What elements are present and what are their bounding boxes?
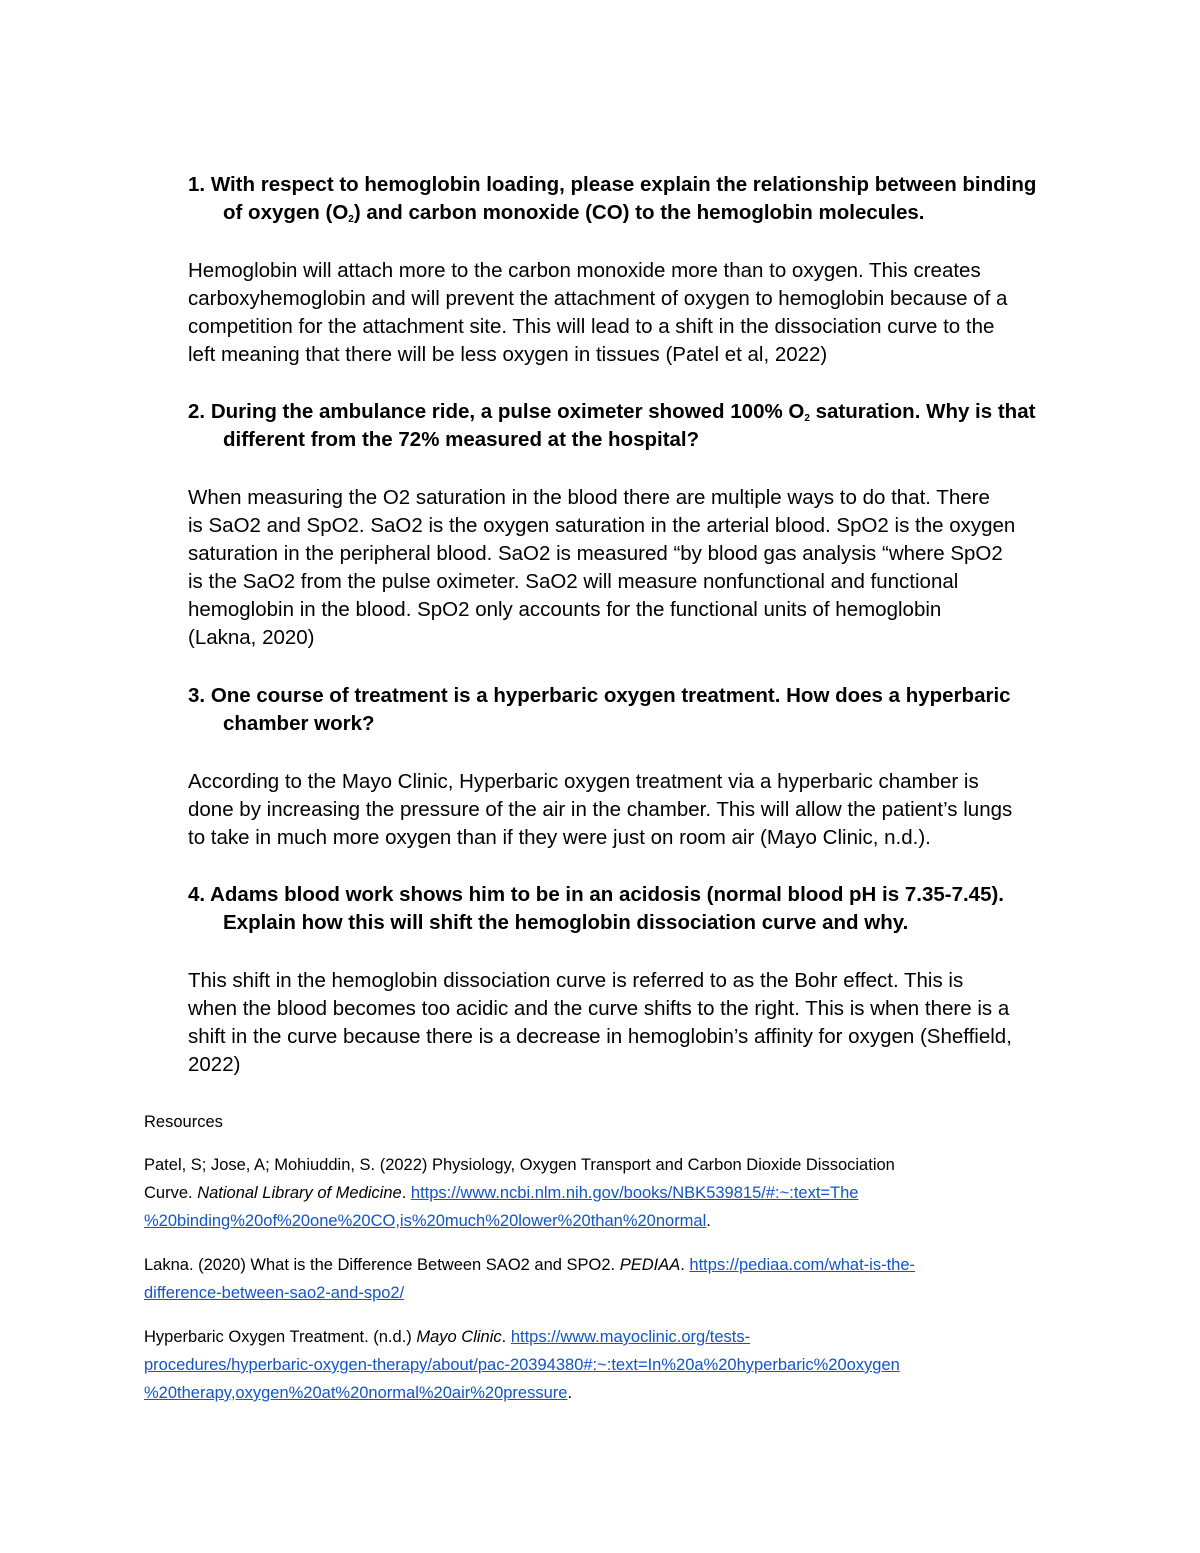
question-2-line-1 — [188, 398, 1068, 426]
reference-3 — [144, 1323, 1074, 1407]
answer-line: done by increasing the pressure of the air in the chamber. This will allow the patient’s lungs — [188, 798, 1013, 821]
answer-line: competition for the attachment site. This will lead to a shift in the dissociation curve to the — [188, 315, 995, 338]
reference-text: Patel, S; Jose, A; Mohiuddin, S. (2022) Physiology, Oxygen Transport and Carbon Dioxide Dissociation — [144, 1156, 895, 1174]
question-block-4 — [188, 881, 1068, 1079]
reference-link[interactable]: procedures/hyperbaric-oxygen-therapy/about/pac-20394380#:~:text=In%20a%20hyperbaric%20oxygen — [144, 1356, 900, 1374]
reference-link[interactable]: %20therapy,oxygen%20at%20normal%20air%20pressure — [144, 1384, 568, 1402]
reference-line — [144, 1323, 1074, 1351]
answer-line: to take in much more oxygen than if they were just on room air (Mayo Clinic, n.d.). — [188, 826, 931, 849]
answer-4 — [188, 967, 1068, 1079]
question-number: 4. — [188, 883, 206, 906]
question-1-line-2 — [188, 199, 1068, 227]
reference-link[interactable]: https://pediaa.com/what-is-the- — [689, 1256, 916, 1274]
answer-line: 2022) — [188, 1053, 241, 1076]
reference-line — [144, 1179, 1074, 1207]
reference-text: . — [401, 1184, 411, 1202]
answer-line: When measuring the O2 saturation in the blood there are multiple ways to do that. There — [188, 486, 990, 509]
reference-line — [144, 1379, 1074, 1407]
answer-line: is the SaO2 from the pulse oximeter. SaO2 will measure nonfunctional and functional — [188, 570, 959, 593]
subscript: 2 — [804, 413, 810, 424]
reference-link[interactable]: https://www.ncbi.nlm.nih.gov/books/NBK539815/#:~:text=The — [410, 1184, 859, 1202]
question-1-line-1 — [188, 171, 1068, 199]
reference-1 — [144, 1151, 1074, 1235]
question-text: With respect to hemoglobin loading, please explain the relationship between binding — [210, 173, 1037, 196]
reference-text: Lakna. (2020) What is the Difference Between SAO2 and SPO2. — [144, 1256, 620, 1274]
answer-line: hemoglobin in the blood. SpO2 only accounts for the functional units of hemoglobin — [188, 598, 942, 621]
reference-line — [144, 1351, 1074, 1379]
reference-source: PEDIAA — [619, 1256, 681, 1274]
question-text: chamber work? — [223, 712, 375, 735]
resources-heading: Resources — [144, 1113, 223, 1131]
answer-2 — [188, 484, 1068, 652]
reference-link[interactable]: %20binding%20of%20one%20CO,is%20much%20lower%20than%20normal — [144, 1212, 707, 1230]
question-text: During the ambulance ride, a pulse oximeter showed 100% O — [210, 400, 805, 423]
question-text: One course of treatment is a hyperbaric oxygen treatment. How does a hyperbaric — [210, 684, 1011, 707]
question-2-line-2 — [188, 426, 1068, 454]
question-4-line-2 — [188, 909, 1068, 937]
answer-line: Hemoglobin will attach more to the carbon monoxide more than to oxygen. This creates — [188, 259, 981, 282]
reference-text: . — [567, 1384, 573, 1402]
answer-1 — [188, 257, 1068, 369]
reference-text: . — [706, 1212, 711, 1230]
answer-line: left meaning that there will be less oxygen in tissues (Patel et al, 2022) — [188, 343, 828, 366]
answer-line: (Lakna, 2020) — [188, 626, 315, 649]
answer-3 — [188, 768, 1068, 852]
question-text: Adams blood work shows him to be in an acidosis (normal blood pH is 7.35-7.45). — [210, 883, 1004, 906]
question-text: Explain how this will shift the hemoglobin dissociation curve and why. — [223, 911, 909, 934]
reference-2 — [144, 1251, 1074, 1307]
answer-line: saturation in the peripheral blood. SaO2 is measured “by blood gas analysis “where SpO2 — [188, 542, 1003, 565]
question-block-1 — [188, 171, 1068, 369]
answer-line: is SaO2 and SpO2. SaO2 is the oxygen saturation in the arterial blood. SpO2 is the oxygen — [188, 514, 1016, 537]
answer-line: This shift in the hemoglobin dissociation curve is referred to as the Bohr effect. This is — [188, 969, 964, 992]
answer-line: carboxyhemoglobin and will prevent the attachment of oxygen to hemoglobin because of a — [188, 287, 1008, 310]
question-text: of oxygen (O — [223, 201, 349, 224]
reference-link[interactable]: https://www.mayoclinic.org/tests- — [510, 1328, 751, 1346]
reference-source: Mayo Clinic — [416, 1328, 502, 1346]
reference-text: . — [680, 1256, 690, 1274]
question-text: ) and carbon monoxide (CO) to the hemoglobin molecules. — [353, 201, 925, 224]
reference-text: Hyperbaric Oxygen Treatment. (n.d.) — [144, 1328, 417, 1346]
answer-line: According to the Mayo Clinic, Hyperbaric oxygen treatment via a hyperbaric chamber is — [188, 770, 979, 793]
question-block-2 — [188, 398, 1068, 652]
reference-line — [144, 1207, 1074, 1235]
answer-line: shift in the curve because there is a decrease in hemoglobin’s affinity for oxygen (Sheffield, — [188, 1025, 1012, 1048]
question-4-line-1 — [188, 881, 1068, 909]
reference-text: Curve. — [144, 1184, 198, 1202]
question-number: 2. — [188, 400, 206, 423]
question-text: different from the 72% measured at the hospital? — [223, 428, 700, 451]
reference-source: National Library of Medicine — [197, 1184, 402, 1202]
question-block-3 — [188, 682, 1068, 852]
question-3-line-1 — [188, 682, 1068, 710]
question-3-line-2 — [188, 710, 1068, 738]
answer-line: when the blood becomes too acidic and the curve shifts to the right. This is when there is a — [188, 997, 1010, 1020]
question-number: 3. — [188, 684, 206, 707]
reference-line — [144, 1251, 1074, 1279]
reference-line — [144, 1279, 1074, 1307]
reference-text: . — [501, 1328, 511, 1346]
subscript: 2 — [348, 214, 354, 225]
question-text: saturation. Why is that — [809, 400, 1036, 423]
reference-link[interactable]: difference-between-sao2-and-spo2/ — [144, 1284, 405, 1302]
question-number: 1. — [188, 173, 206, 196]
